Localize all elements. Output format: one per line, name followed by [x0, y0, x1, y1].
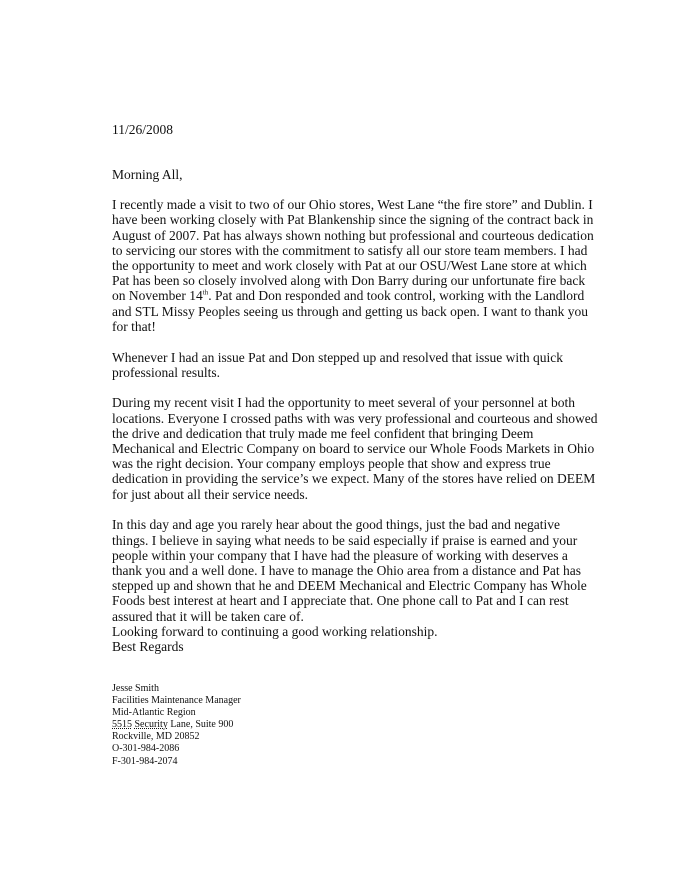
paragraph-3-line-2: locations. Everyone I crossed paths with was very professional and courteous and showed	[112, 410, 598, 426]
paragraph-1-line-4: to servicing our stores with the commitment to satisfy all our store team members. I had	[112, 242, 588, 258]
paragraph-1-line-7-start: on November 14	[112, 288, 203, 304]
paragraph-1-line-7	[112, 288, 588, 303]
paragraph-1	[112, 197, 594, 334]
signer-region: Mid-Atlantic Region	[112, 707, 196, 719]
address-line	[112, 719, 241, 731]
paragraph-gap	[112, 334, 588, 350]
paragraph-3-line-1: During my recent visit I had the opportunity to meet several of your personnel at both	[112, 395, 576, 411]
paragraph-4-line-2: things. I believe in saying what needs to be said especially if praise is earned and your	[112, 532, 578, 548]
paragraph-1-line-7-end: . Pat and Don responded and took control, working with the Landlord	[208, 288, 585, 304]
paragraph-3-line-6: dedication in providing the service’s we expect. Many of the stores have relied on DEEM	[112, 471, 596, 487]
paragraph-3	[112, 395, 598, 502]
paragraph-1-line-6: Pat has been so closely involved along with Don Barry during our unfortunate fire back	[112, 273, 586, 289]
paragraph-2-line-1: Whenever I had an issue Pat and Don stepped up and resolved that issue with quick	[112, 349, 564, 365]
letter-greeting: Morning All,	[112, 167, 183, 182]
paragraph-4-line-5: stepped up and shown that he and DEEM Mechanical and Electric Company has Whole	[112, 578, 587, 594]
paragraph-1-line-8: and STL Missy Peoples seeing us through and getting us back open. I want to thank you	[112, 303, 589, 319]
sign-off: Best Regards	[112, 638, 184, 654]
address-rest: Lane, Suite 900	[167, 719, 234, 731]
signature-block	[112, 683, 241, 768]
paragraph-gap	[112, 502, 588, 518]
paragraph-4-line-1: In this day and age you rarely hear about the good things, just the bad and negative	[112, 517, 560, 533]
paragraph-1-line-5: the opportunity to meet and work closely with Pat at our OSU/West Lane store at which	[112, 258, 587, 274]
paragraph-4-line-3: people within your company that I have had the pleasure of working with deserves a	[112, 547, 568, 563]
paragraph-4-line-7: assured that it will be taken care of.	[112, 608, 304, 624]
letter-body	[112, 167, 598, 654]
ordinal-suffix: th	[202, 288, 209, 297]
paragraph-1-line-3: August of 2007. Pat has always shown nothing but professional and courteous dedication	[112, 227, 594, 243]
paragraph-2	[112, 350, 588, 380]
letter-date: 11/26/2008	[112, 122, 174, 137]
paragraph-4-line-6: Foods best interest at heart and I appreciate that. One phone call to Pat and I can rest	[112, 593, 569, 609]
office-phone: O-301-984-2086	[112, 743, 180, 755]
paragraph-1-line-1: I recently made a visit to two of our Ohio stores, West Lane “the fire store” and Dublin. I	[112, 197, 593, 213]
paragraph-4	[112, 517, 588, 623]
paragraph-2-line-2: professional results.	[112, 364, 220, 380]
fax-number: F-301-984-2074	[112, 755, 178, 767]
paragraph-4-line-4: thank you and a well done. I have to manage the Ohio area from a distance and Pat has	[112, 562, 581, 578]
paragraph-3-line-5: was the right decision. Your company employs people that show and express true	[112, 456, 551, 472]
address-street-link[interactable]: Security	[134, 719, 168, 731]
city-state-zip: Rockville, MD 20852	[112, 731, 200, 743]
closing-sentence: Looking forward to continuing a good working relationship.	[112, 623, 438, 639]
signer-name: Jesse Smith	[112, 683, 159, 694]
signer-title: Facilities Maintenance Manager	[112, 695, 241, 707]
paragraph-3-line-7: for just about all their service needs.	[112, 486, 309, 502]
paragraph-3-line-4: Mechanical and Electric Company on board to service our Whole Foods Markets in Ohio	[112, 441, 595, 457]
paragraph-1-line-9: for that!	[112, 318, 156, 334]
paragraph-1-line-2: have been working closely with Pat Blankenship since the signing of the contract back in	[112, 212, 594, 228]
address-number: 5515	[112, 719, 132, 731]
paragraph-3-line-3: the drive and dedication that truly made me feel confident that bringing Deem	[112, 425, 534, 441]
paragraph-gap	[112, 380, 588, 396]
